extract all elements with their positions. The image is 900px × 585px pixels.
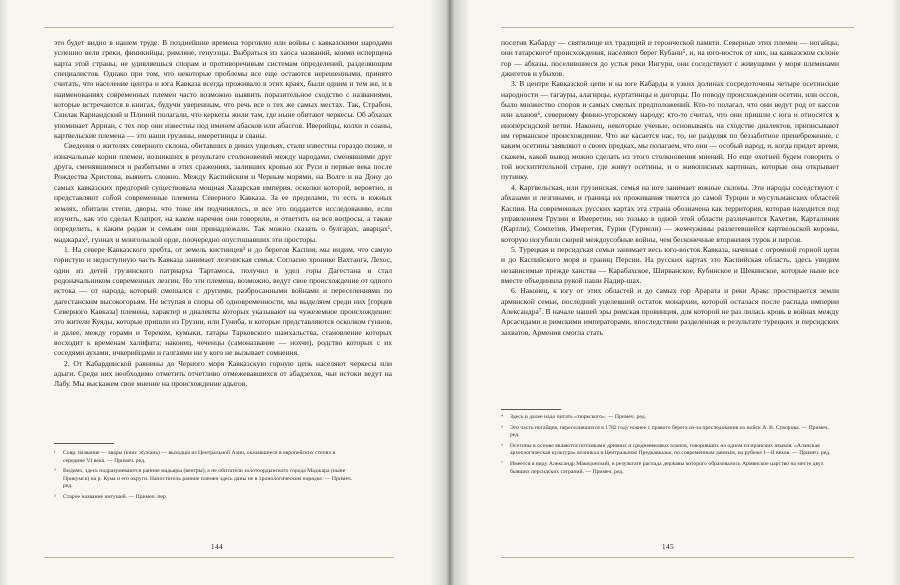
paragraph: 2. От Кабардинской равнины до Черного моря Кавказскую горную цепь населяют черкесы или адыги. Среди них необходимо отметить отчетливо отмежевавшихся от абадзехов, чьи истоки ведут на Лабу. Мы выскажем свое мнение на происхождение адыгов, [54, 358, 392, 389]
footnote [501, 425, 831, 440]
paragraph: 1. На севере Кавказского хребта, от земель кистинцев³ и до берегов Каспия, мы видим, что самую гористую и недоступную часть Кавказа занимает лезгинская семья. Согласно хронике Вахтанга, Лехос, один из детей грузинского патриарха Тартамоса, получил в удел горы Дагестана и стал родоначальником современных лезгин. Но эти племена, возможно, ведут свое происхождение от одного истока — от народа, который смешался с другими, разбросанными войнами и переселениями по дагестанским высокогорьям. Не вступая в споры об одновременности, мы выделяем среди них [горцев Северного Кавказа] племена, характер и диалекты которых указывают на чужеземное происхождение: это жители Куяды, которые пришли из Грузии, или Гуниба, и которые представляются осколком гуннов, и далее, между горами и Тереком, кумыки, татары Тарковского шамхальства, становление которых восходит к временам халифата; наконец, чеченцы (самоназвание — нохчи), родство которых с их соседями аухами, ичкерийцами и галгаями ни у кого не вызывает сомнения. [54, 244, 392, 358]
footnotes [54, 450, 354, 505]
footnote-mark: ⁴ [501, 414, 503, 420]
footnote-text: Имеется в виду Александр Македонский, в результате распада державы которого образовалось Армянское царство на месте двух бывших персидских сатрапий. — Примеч. ред. [510, 460, 824, 475]
paragraph: 5. Турецкая и персидская семьи занимает весь юго-восток Кавказа, начиная с огромной горной цепи и до Каспийского моря и границ Персии. На русских картах это Каспийская область, здесь увидим независимые прежде ханства — Карабахское, Ширванское, Кубинское и Шекинское, которые ныне все вместе объединила рукой паши Надир-шах. [501, 244, 839, 285]
paragraph: 3. В центре Кавказской цепи и на юге Кабарды в узких долинах сосредоточены четыре осетинские народности — тагауры, алагирцы, куртатинцы и дигорцы. По поводу происхождения осетин, или оссов, было множество споров и самых смелых предположений. Кто-то полагал, что они ведут род от кассов или аланов⁶, северному финно-угорскому народу; кто-то считал, что они пришли с юга и относятся к иноперсидской ветви. Наконец, некоторые ученые, основываясь на сходстве диалектов, приписывают им германское происхождение. Что же касается нас, то, не разделяя по беззаботное пренебрежение, с каким осетины заявляют о своих предках, мы полагаем, что они — особый народ, и, когда придет время, скажем, какой вывод можно сделать из этого столкновения мнений. Но еще охотней будем говорить о той восхитительной стране, где живут осетины, и о живописных картинах, которые она открывает путнику. [501, 79, 839, 182]
body-text [501, 38, 839, 338]
footnote-mark: ² [54, 468, 56, 475]
page-number: 144 [210, 542, 224, 551]
footnote [501, 461, 831, 476]
footnote-separator [501, 409, 561, 410]
footnote-text: Старое название ингушей. — Примеч. пер. [63, 493, 168, 500]
top-rule [501, 27, 854, 28]
paragraph: посетив Кабарду — святилище их традиций и героической памяти. Северные этих племен — ногайцы, они татарского⁴ происхождения, населяют берег Кубани⁵, и, на юго-восток от них, на кавказском склоне гор — абхазы, поселившиеся до устья реки Ингури, они соседствуют с живущими у моря племенами джигетов и убыхов. [501, 38, 839, 79]
footnote-text: Видимо, здесь подразумеваются ранние мадьяры (венгры), а не обитатели золотоордынского города Маджара (ныне Прикумск) на р. Кума и его округи. Напоститель ранние племен здесь даны не в хронологическом порядке. — Примеч. ред. [63, 468, 353, 490]
footnotes [501, 414, 831, 479]
right-page [465, 0, 900, 585]
body-text [54, 38, 392, 390]
footnote [501, 414, 831, 422]
bottom-rule [501, 557, 854, 558]
footnote-text: Совр. название — авары (книг. жужань) — выходцы из Центральной Азии, оказавшиеся в европейских степях в середине VI века. — Примеч. ред. [63, 450, 336, 464]
top-rule [44, 27, 394, 28]
left-page [0, 0, 435, 585]
footnote-mark: ⁷ [501, 460, 503, 467]
paragraph: Сведения о жителях северного склона, обитавших в диких ущельях, стали известны гораздо позже, и изначальные корни племен, возникших в результате столкновений между народами, сменявшими друг друга, сменявшимися и разбитыми в этих сражениях, заливших кровью юг Руси в первые века после Рождества Христова, выявить сложно. Между Каспийским и Черным морями, на Волге и на Дону до самых кавказских предгорий существовала мощная Хазарская империя, осколки которой, вероятно, и представляют собой современные племена Северного Кавказа. За ее пределами, то есть в южных землях, обитали степи, дворы, что тоже им подчинялось, и все это поддается исследованию, если изучить, как это сделал Клапрот, на каком наречии они говорили, и ответить на все вопросы, а также определить, к каким родам и семьям они принадлежали. Так можно сказать о булгарах, аварцах¹, маджарах², гуннах и монгольской орде, поочередно опустошавших эти просторы. [54, 141, 392, 244]
paragraph: это будет видно в нашем труде. В позднейшие времена торговлю или войны с кавказскими народами успешно вели греки, финикийцы, римляне, генуэзцы. Выбраться из хаоса названий, коими исперщена карта этой страны, не удивляешься спорам и противоречивым системам определений, разделяющим специалистов. Однако при том, что некоторые проблемы все еще остаются нерешенными, принято считать, что население центра и юга Кавказа всегда проживало в этих краях, были одним и тем же, и в наименованиях современных племен часто возможно выявить поразительное сходство с названиями, которые встречаются в книгах, будучи уверенным, что речь все о тех же самых местах. Так, Страбон, Скилак Кариандский и Плиний полагали, что керкеты жили там, где ныне обитают черкесы. Об абхазах упоминает Арриан, с тех пор они известны под именем абасков или абасгов. Иверийцы, колхи и соаны, картвельские племена — это наши грузины, имеретинцы и сваны. [54, 38, 392, 141]
footnote-mark: ³ [54, 493, 56, 500]
footnote-separator [54, 443, 114, 444]
footnote [54, 468, 354, 491]
page-number: 145 [661, 542, 675, 551]
footnote-text: Здесь и далее надо читать «тюркского». — Примеч. ред. [510, 414, 647, 420]
footnote-mark: ⁶ [501, 442, 503, 449]
bottom-rule [44, 557, 394, 558]
footnote [54, 450, 354, 465]
footnote-mark: ¹ [54, 450, 56, 456]
footnote [501, 443, 831, 458]
footnote-mark: ⁵ [501, 424, 503, 431]
footnote-text: Осетины в основе являются потомками древних и средневековых аланов, говоривших на одном из иранских языков. «Аланская археологическая культура» возникла в Центральном Предкавказье, по современным данным, на рубеже I—II веков. — Примеч. ред. [510, 442, 831, 457]
paragraph: 4. Картвельская, или грузинская, семья на юге занимает южные склоны. Эти народы соседствуют с абхазами и лезгинами, и граница их проживания тянется до самой Турции и мусульманских областей Каспия. На современных русских картах эта страна обозначена как территория, которая находится под управлением Грузии и Имеретии, но только в одной этой области различаются Кахетия, Карталиния (Картли), Сомхетия, Имеретия, Гурия (Гуриели) — жемчужины разлетевшейся картвельской короны, которую погубили скорей междоусобные войны, чем бесконечные вторжения турок и персов. [501, 182, 839, 244]
footnote-text: Это часть ногайцев, переселившихся в 1782 году южнее с правого берега из-за преследования их войск А. В. Суворова. — Примеч. ред. [510, 424, 829, 439]
footnote [54, 494, 354, 502]
paragraph: 6. Наконец, к югу от этих областей и до самых гор Арарата и реки Аракс простирается земли армянской семьи, последний уцелевший остаток монархии, которой осталася после распада империи Александра⁷. В начале нашей эры римская провинция, для которой не раз лилась кровь в войнах между Арсасидами и римскими императорами, впоследствии разделенная в результате турецких и персидских захватов, Армения смогла стать [501, 286, 839, 337]
